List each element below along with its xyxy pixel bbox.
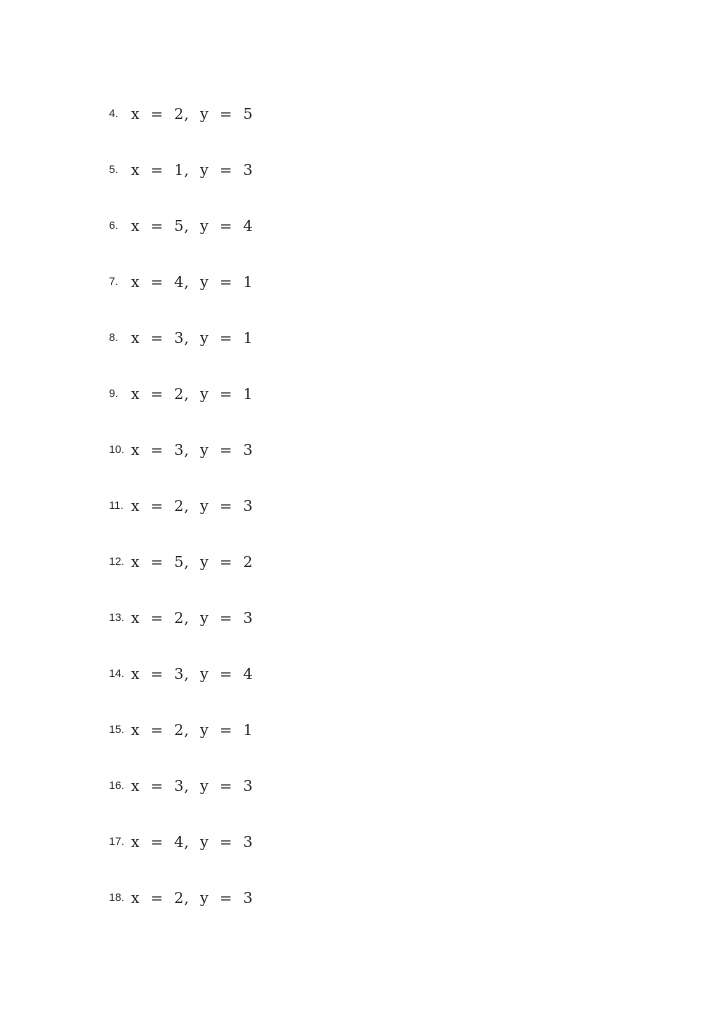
answer-number: 12. — [109, 556, 125, 568]
answer-item — [109, 702, 253, 758]
answer-solution: x = 4, y = 1 — [131, 273, 254, 291]
answer-number: 16. — [109, 780, 125, 792]
answer-solution: x = 2, y = 3 — [131, 609, 254, 627]
answer-number: 15. — [109, 724, 125, 736]
answer-number: 6. — [109, 220, 119, 232]
answer-item — [109, 758, 253, 814]
answer-number: 13. — [109, 612, 125, 624]
answer-number: 18. — [109, 892, 125, 904]
answer-solution: x = 3, y = 3 — [131, 441, 254, 459]
answer-item — [109, 366, 253, 422]
answer-solution: x = 2, y = 1 — [131, 721, 254, 739]
answer-number: 7. — [109, 276, 119, 288]
answer-item — [109, 142, 253, 198]
answer-list — [109, 86, 253, 926]
answer-solution: x = 2, y = 1 — [131, 385, 254, 403]
answer-item — [109, 590, 253, 646]
answer-item — [109, 534, 253, 590]
answer-item — [109, 86, 253, 142]
answer-solution: x = 2, y = 3 — [131, 497, 254, 515]
answer-solution: x = 5, y = 2 — [131, 553, 254, 571]
answer-item — [109, 422, 253, 478]
answer-number: 14. — [109, 668, 125, 680]
answer-item — [109, 870, 253, 926]
answer-item — [109, 478, 253, 534]
answer-item — [109, 198, 253, 254]
answer-solution: x = 3, y = 3 — [131, 777, 254, 795]
answer-number: 4. — [109, 108, 119, 120]
answer-solution: x = 3, y = 1 — [131, 329, 254, 347]
answer-solution: x = 5, y = 4 — [131, 217, 254, 235]
answer-number: 17. — [109, 836, 125, 848]
answer-number: 10. — [109, 444, 125, 456]
answer-number: 11. — [109, 500, 124, 512]
answer-solution: x = 2, y = 5 — [131, 105, 254, 123]
answer-number: 9. — [109, 388, 119, 400]
answer-number: 8. — [109, 332, 119, 344]
answer-solution: x = 3, y = 4 — [131, 665, 254, 683]
answer-solution: x = 1, y = 3 — [131, 161, 254, 179]
answer-item — [109, 814, 253, 870]
answer-solution: x = 2, y = 3 — [131, 889, 254, 907]
answer-item — [109, 646, 253, 702]
answer-item — [109, 254, 253, 310]
answer-item — [109, 310, 253, 366]
answer-number: 5. — [109, 164, 119, 176]
answer-solution: x = 4, y = 3 — [131, 833, 254, 851]
